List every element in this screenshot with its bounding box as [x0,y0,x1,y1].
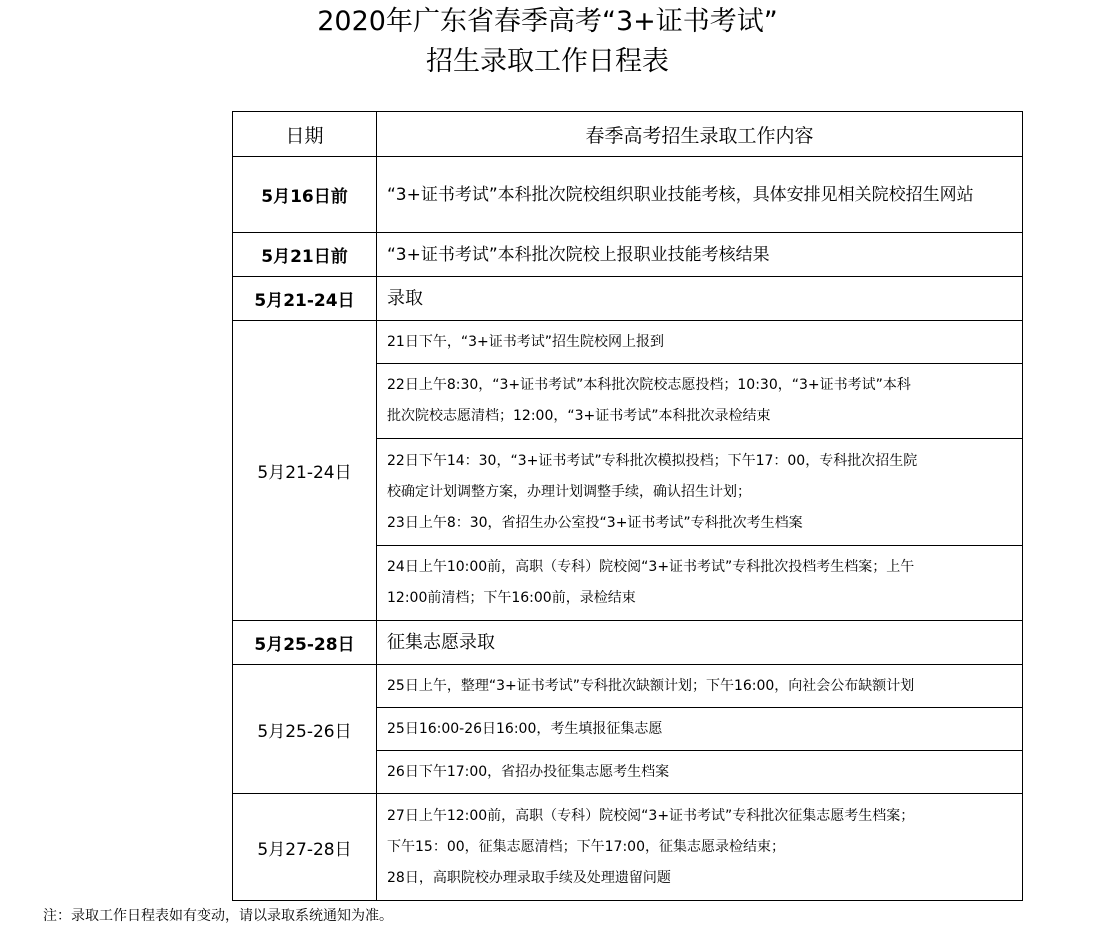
table-row [233,157,1023,233]
page-title-line-2: 招生录取工作日程表 [426,46,669,77]
table-row [233,665,1023,708]
item-line: 23日上午8：30，省招生办公室投“3+证书考试”专科批次考生档案 [387,514,803,531]
row-date: 5月21日前 [233,233,377,277]
item-line: 25日16:00-26日16:00，考生填报征集志愿 [387,720,663,737]
row-date: 5月25-26日 [233,665,377,794]
row-content: “3+证书考试”本科批次院校上报职业技能考核结果 [377,233,1023,277]
item-line: 22日下午14：30，“3+证书考试”专科批次模拟投档；下午17：00，专科批次招生院 [387,452,918,469]
item-line: 26日下午17:00，省招办投征集志愿考生档案 [387,763,670,780]
item-line: 27日上午12:00前，高职（专科）院校阅“3+证书考试”专科批次征集志愿考生档案； [387,807,915,824]
schedule-item [377,439,1023,546]
footnote: 注：录取工作日程表如有变动，请以录取系统通知为准。 [43,908,393,924]
phase-label: 录取 [377,277,1023,321]
table-header-row [233,112,1023,157]
row-content: “3+证书考试”本科批次院校组织职业技能考核，具体安排见相关院校招生网站 [377,157,1023,233]
schedule-item [377,751,1023,794]
row-date: 5月25-28日 [233,621,377,665]
row-date: 5月27-28日 [233,794,377,901]
item-line: 12:00前清档；下午16:00前，录检结束 [387,590,636,606]
item-line: 校确定计划调整方案，办理计划调整手续，确认招生计划； [387,483,751,500]
header-date: 日期 [233,112,377,157]
table-row [233,794,1023,901]
schedule-item [377,665,1023,708]
phase-label: 征集志愿录取 [377,621,1023,665]
row-date: 5月21-24日 [233,277,377,321]
item-line: 24日上午10:00前，高职（专科）院校阅“3+证书考试”专科批次投档考生档案；上午 [387,559,915,575]
schedule-table [232,111,1023,901]
schedule-item [377,546,1023,621]
table-row-phase [233,277,1023,321]
item-line: 21日下午，“3+证书考试”招生院校网上报到 [387,333,664,350]
item-line: 下午15：00，征集志愿清档；下午17:00，征集志愿录检结束； [387,838,785,855]
table-row-phase [233,621,1023,665]
item-line: 22日上午8:30，“3+证书考试”本科批次院校志愿投档；10:30，“3+证书考试”本科 [387,377,911,393]
schedule-item [377,364,1023,439]
schedule-item [377,321,1023,364]
schedule-item [377,794,1023,901]
item-line: 批次院校志愿清档；12:00，“3+证书考试”本科批次录检结束 [387,408,771,424]
page-title-line-1: 2020年广东省春季高考“3+证书考试” [317,6,778,37]
schedule-item [377,708,1023,751]
table-row [233,233,1023,277]
item-line: 28日，高职院校办理录取手续及处理遗留问题 [387,869,671,886]
header-content: 春季高考招生录取工作内容 [377,112,1023,157]
item-line: 25日上午，整理“3+证书考试”专科批次缺额计划；下午16:00，向社会公布缺额计划 [387,677,915,694]
row-date: 5月21-24日 [233,321,377,621]
row-date: 5月16日前 [233,157,377,233]
table-row [233,321,1023,364]
